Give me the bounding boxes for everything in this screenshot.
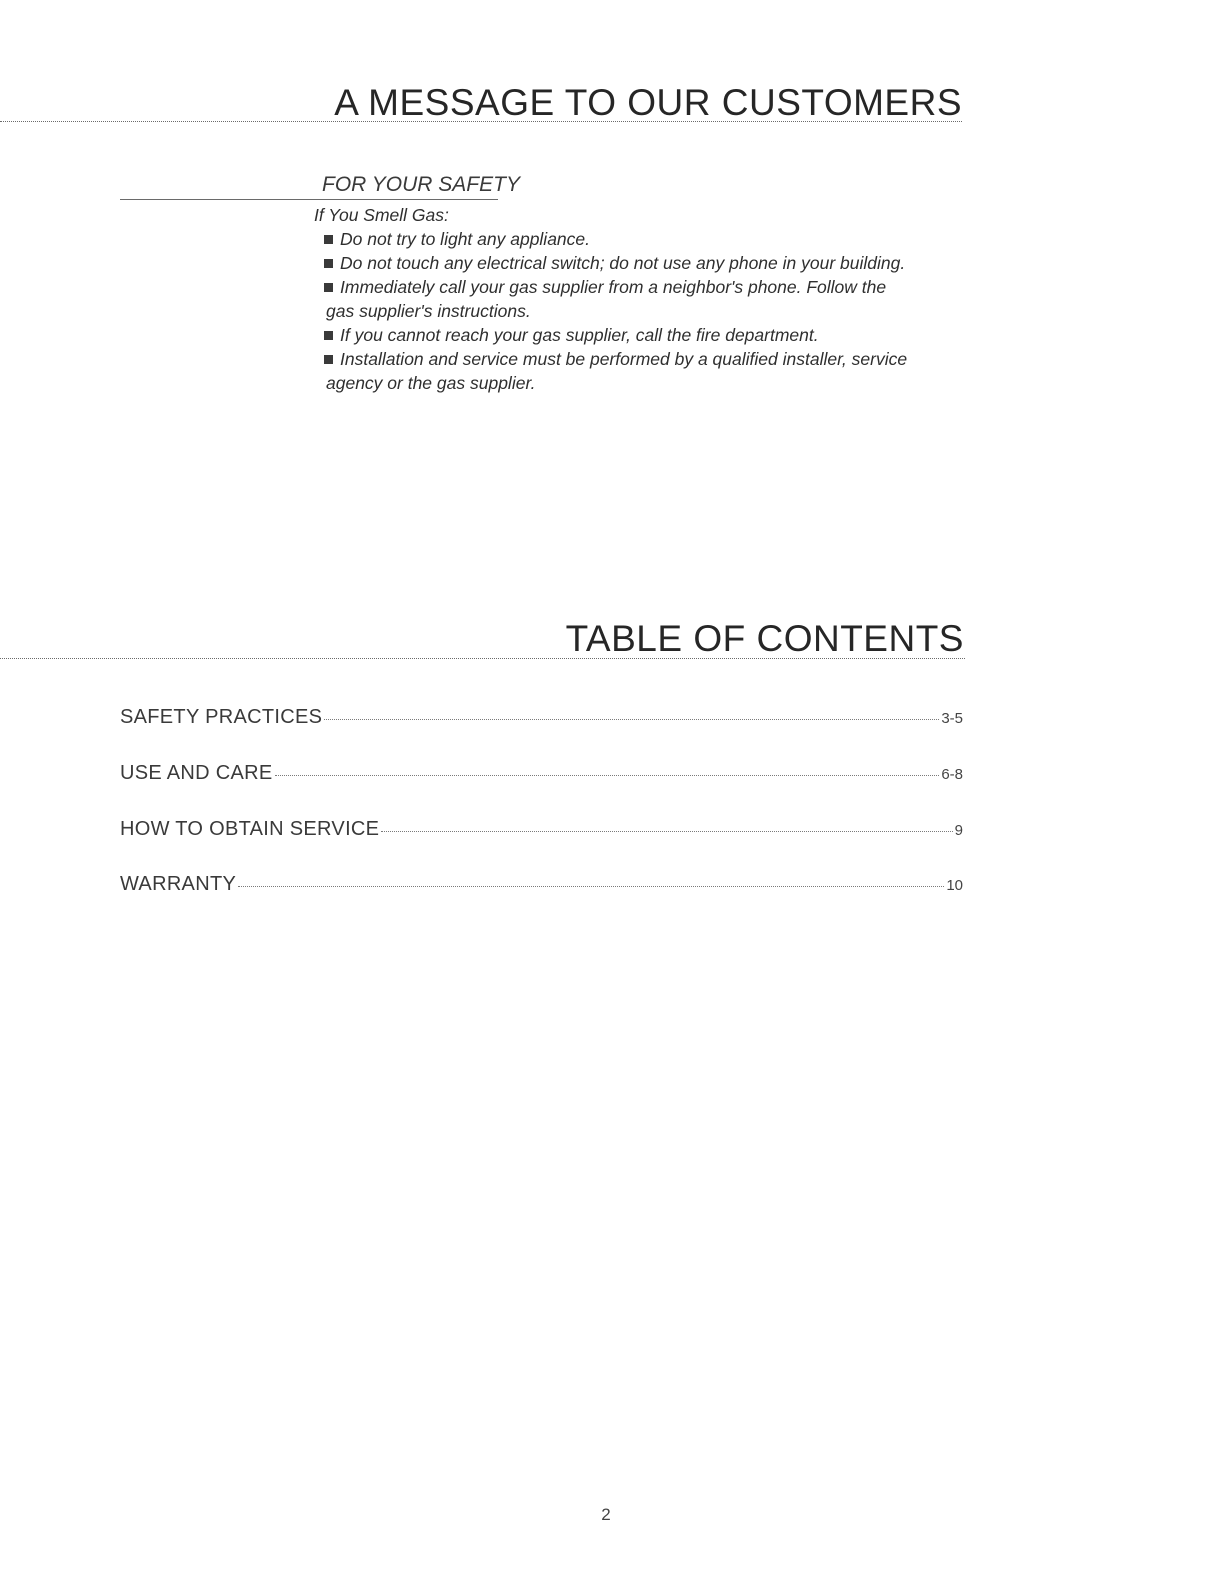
safety-item-text-continued: agency or the gas supplier. [326, 373, 536, 393]
toc-dot-leader [324, 719, 939, 720]
message-section-title: A MESSAGE TO OUR CUSTOMERS [334, 82, 962, 123]
safety-heading-rule [120, 199, 498, 200]
toc-entry-page: 9 [954, 822, 963, 839]
toc-entry-page: 3-5 [941, 710, 963, 727]
toc-entry-label: SAFETY PRACTICES [120, 706, 323, 728]
safety-item [312, 227, 962, 251]
toc-section-title: TABLE OF CONTENTS [565, 618, 964, 659]
square-bullet-icon [324, 283, 333, 292]
safety-item-text: If you cannot reach your gas supplier, call the fire department. [340, 325, 819, 345]
toc-entry-label: WARRANTY [120, 873, 237, 895]
safety-item [312, 275, 962, 323]
toc-dot-leader [381, 831, 952, 832]
safety-item-text-continued: gas supplier's instructions. [326, 301, 531, 321]
toc-entry-label: HOW TO OBTAIN SERVICE [120, 818, 380, 840]
toc-entry-warranty[interactable] [120, 873, 963, 896]
toc-dot-leader [238, 886, 944, 887]
toc-entry-label: USE AND CARE [120, 762, 273, 784]
toc-entry-page: 6-8 [941, 766, 963, 783]
safety-item [312, 323, 962, 347]
safety-intro: If You Smell Gas: [314, 205, 449, 225]
message-title-rule [0, 121, 962, 122]
safety-item [312, 347, 962, 395]
safety-instructions [312, 203, 962, 395]
square-bullet-icon [324, 355, 333, 364]
safety-item-text: Do not try to light any appliance. [340, 229, 591, 249]
safety-item-text: Installation and service must be performed by a qualified installer, service [340, 349, 908, 369]
toc-entry-safety-practices[interactable] [120, 706, 963, 729]
toc-entry-use-and-care[interactable] [120, 762, 963, 785]
page-number: 2 [601, 1505, 611, 1524]
safety-item-text: Immediately call your gas supplier from a neighbor's phone. Follow the [340, 277, 887, 297]
square-bullet-icon [324, 331, 333, 340]
square-bullet-icon [324, 235, 333, 244]
safety-heading: FOR YOUR SAFETY [322, 173, 520, 196]
safety-item-text: Do not touch any electrical switch; do not use any phone in your building. [340, 253, 906, 273]
toc-entry-page: 10 [946, 877, 963, 894]
toc-title-rule [0, 658, 965, 659]
square-bullet-icon [324, 259, 333, 268]
toc-dot-leader [275, 775, 940, 776]
toc-entry-how-to-obtain-service[interactable] [120, 818, 963, 841]
safety-item [312, 251, 962, 275]
